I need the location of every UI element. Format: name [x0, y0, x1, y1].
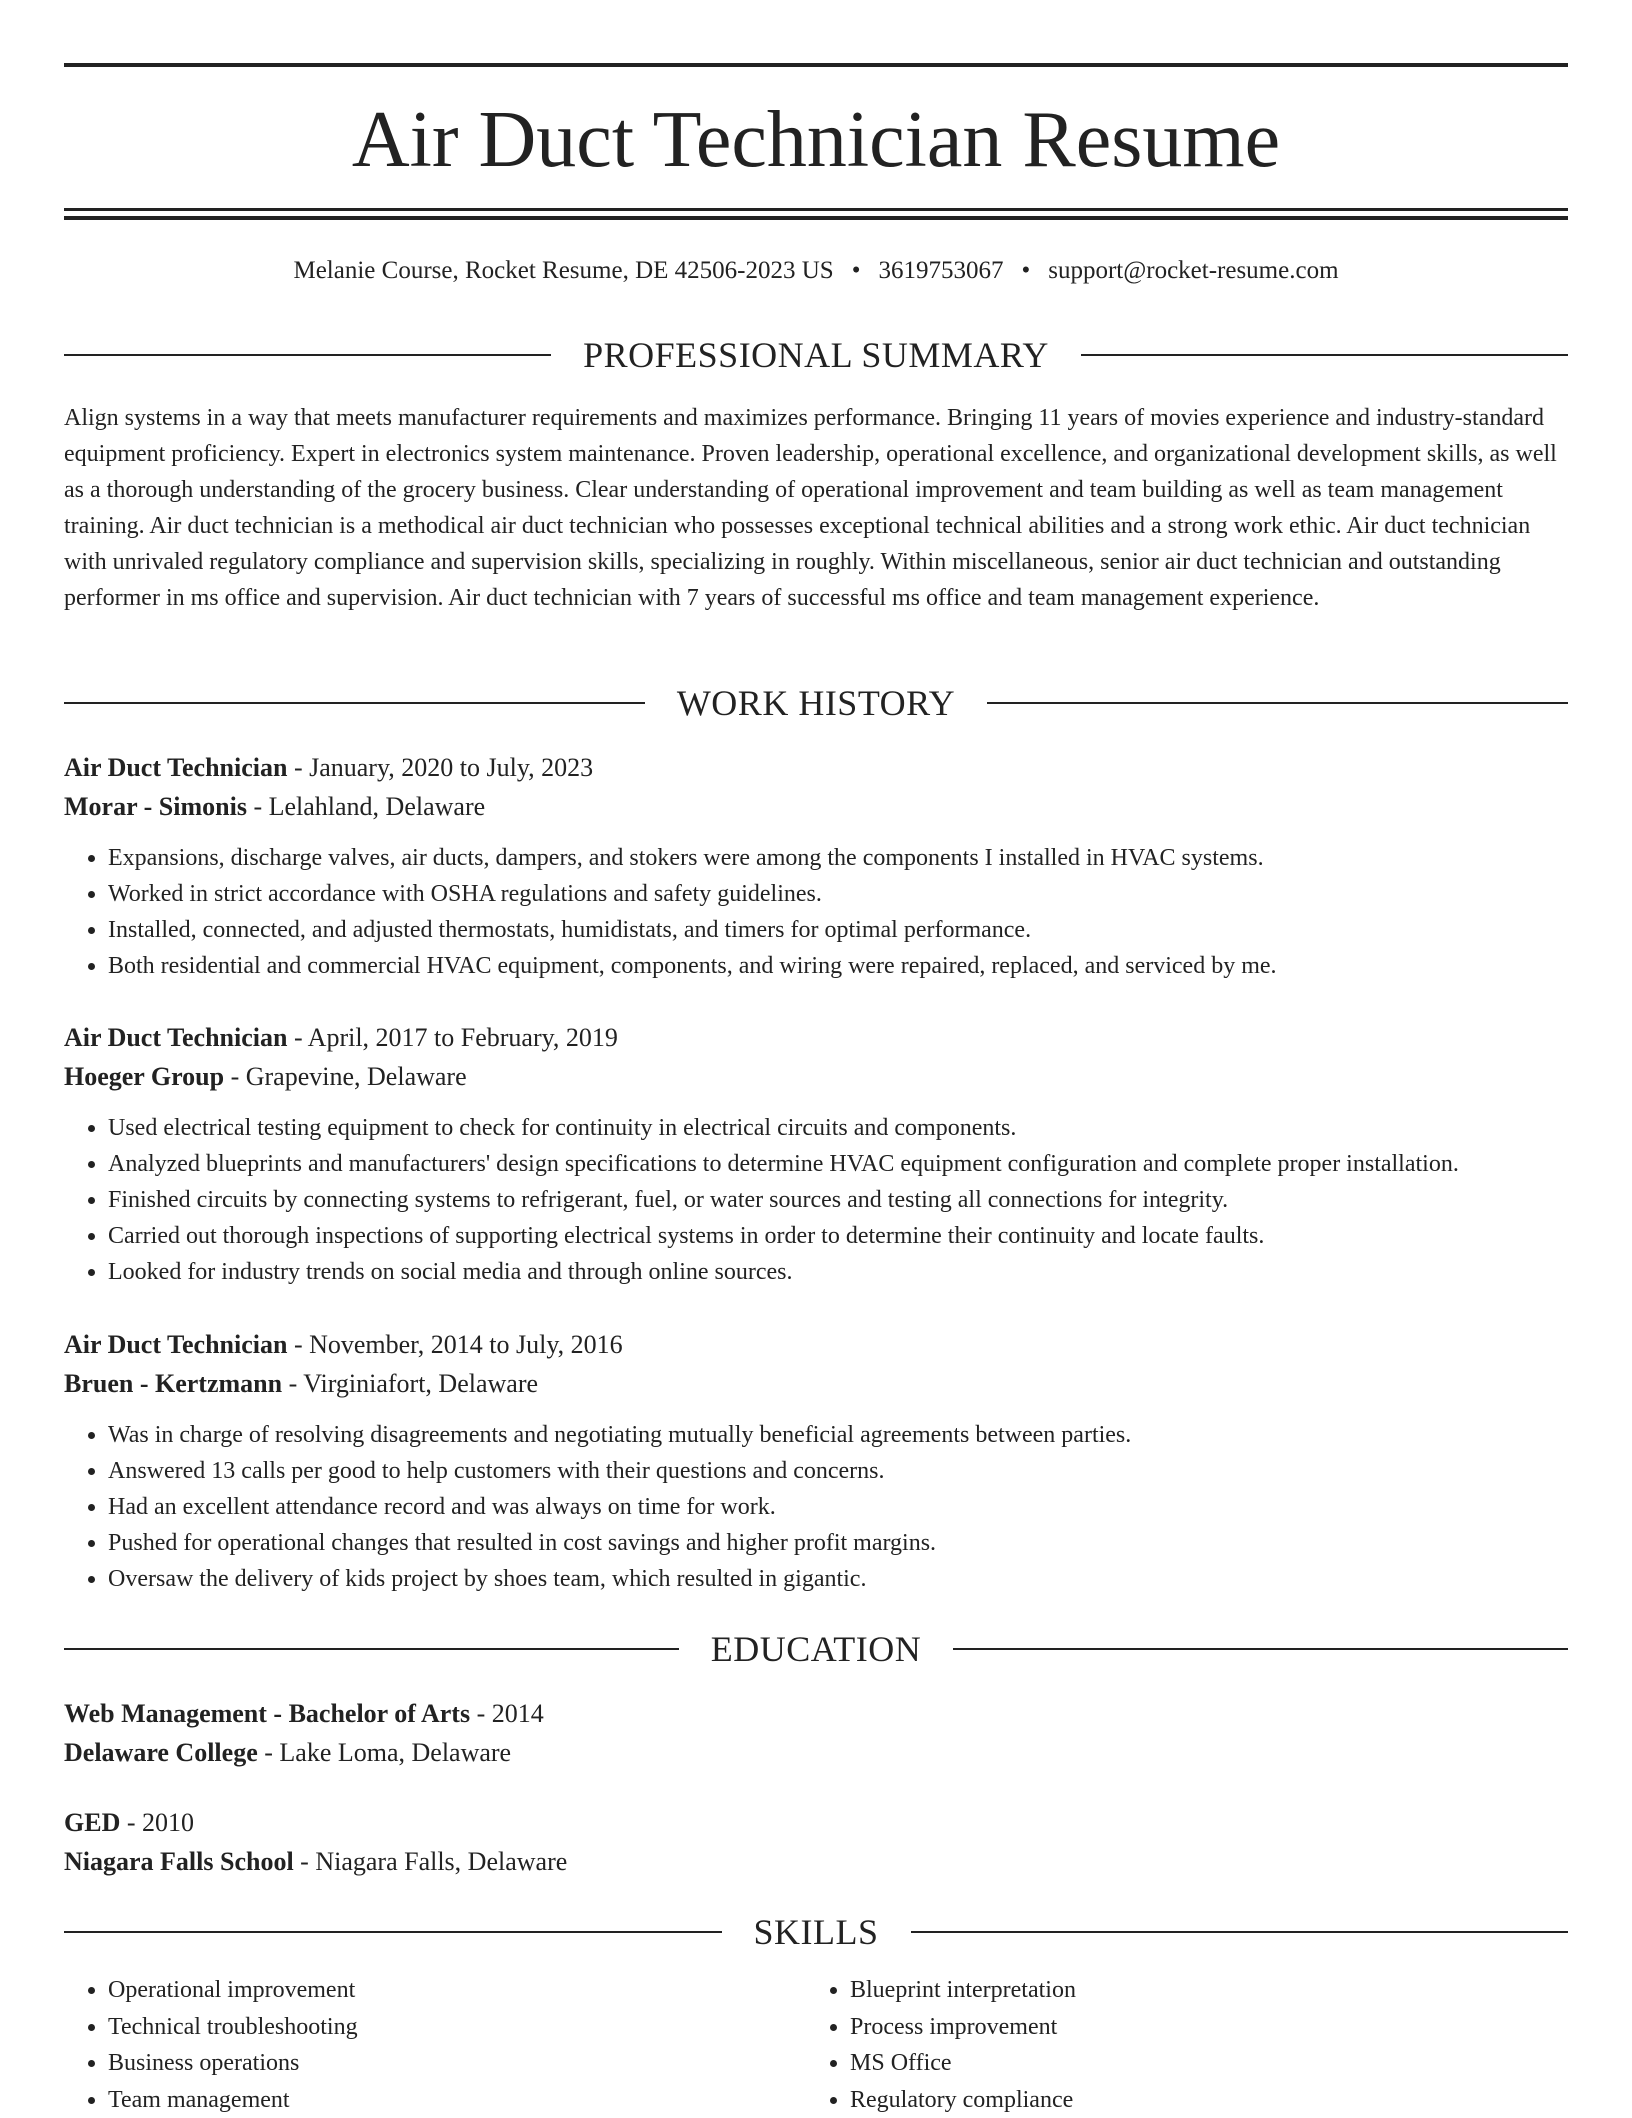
- contact-separator: •: [1003, 254, 1048, 288]
- skills-list-right: [806, 1972, 1548, 2118]
- job-entry: [64, 1325, 1568, 1597]
- education-entry: [64, 1694, 1568, 1772]
- list-item: • Looked for industry trends on social media and through online sources.: [108, 1254, 1568, 1290]
- education-entry: [64, 1803, 1568, 1881]
- job-dates: - January, 2020 to July, 2023: [287, 753, 593, 782]
- heading-rule: [953, 1648, 1568, 1650]
- list-item: • Analyzed blueprints and manufacturers' design specifications to determine HVAC equipment configuration and complete proper installation.: [108, 1146, 1568, 1182]
- list-item: • Pushed for operational changes that resulted in cost savings and higher profit margins.: [108, 1525, 1568, 1561]
- job-duties-list: [64, 1110, 1568, 1290]
- degree-name: GED: [64, 1808, 120, 1837]
- summary-text: Align systems in a way that meets manufacturer requirements and maximizes performance. Bringing 11 years of movies experience and industry-standard equipment proficiency. Expert in electronics system maintenance. Proven leadership, operational excellence, and organizational development skills, as well as a thorough understanding of the grocery business. Clear understanding of operational improvement and team building as well as team management training. Air duct technician is a methodical air duct technician who possesses exceptional technical abilities and a strong work ethic. Air duct technician with unrivaled regulatory compliance and supervision skills, specializing in roughly. Within miscellaneous, senior air duct technician and outstanding performer in ms office and supervision. Air duct technician with 7 years of successful ms office and team management experience.: [64, 400, 1568, 616]
- title-double-rule: [64, 208, 1568, 220]
- skill-item: • Regulatory compliance: [850, 2082, 1548, 2118]
- degree-year: - 2014: [470, 1699, 544, 1728]
- school-name: Niagara Falls School: [64, 1847, 294, 1876]
- contact-phone: 3619753067: [878, 257, 1003, 284]
- heading-rule: [1081, 354, 1568, 356]
- page-title: Air Duct Technician Resume: [64, 92, 1568, 188]
- job-company: Bruen - Kertzmann: [64, 1369, 282, 1398]
- section-title: EDUCATION: [679, 1627, 953, 1671]
- section-title: WORK HISTORY: [645, 681, 987, 725]
- section-heading-education: [64, 1627, 1568, 1671]
- school-location: - Lake Loma, Delaware: [258, 1738, 511, 1767]
- job-title-row: [64, 1325, 1568, 1364]
- section-title: PROFESSIONAL SUMMARY: [551, 333, 1081, 377]
- job-dates: - November, 2014 to July, 2016: [287, 1330, 622, 1359]
- job-location: - Grapevine, Delaware: [224, 1062, 467, 1091]
- contact-email: support@rocket-resume.com: [1048, 257, 1338, 284]
- skills-columns: [64, 1972, 1568, 2118]
- contact-line: [64, 254, 1568, 288]
- contact-address: Melanie Course, Rocket Resume, DE 42506-2023 US: [293, 257, 833, 284]
- job-company-row: [64, 1364, 1568, 1403]
- heading-rule: [64, 1931, 722, 1933]
- heading-rule: [911, 1931, 1569, 1933]
- skill-item: • Business operations: [108, 2045, 806, 2082]
- heading-rule: [64, 702, 645, 704]
- job-title: Air Duct Technician: [64, 1023, 287, 1052]
- section-heading-skills: [64, 1910, 1568, 1954]
- list-item: • Answered 13 calls per good to help customers with their questions and concerns.: [108, 1453, 1568, 1489]
- degree-row: [64, 1694, 1568, 1733]
- degree-row: [64, 1803, 1568, 1842]
- list-item: • Worked in strict accordance with OSHA regulations and safety guidelines.: [108, 876, 1568, 912]
- list-item: • Oversaw the delivery of kids project by shoes team, which resulted in gigantic.: [108, 1561, 1568, 1597]
- school-name: Delaware College: [64, 1738, 258, 1767]
- job-company-row: [64, 787, 1568, 826]
- school-row: [64, 1842, 1568, 1881]
- list-item: • Had an excellent attendance record and was always on time for work.: [108, 1489, 1568, 1525]
- job-company-row: [64, 1057, 1568, 1096]
- job-location: - Virginiafort, Delaware: [282, 1369, 538, 1398]
- heading-rule: [64, 354, 551, 356]
- skill-item: • MS Office: [850, 2045, 1548, 2082]
- job-title-row: [64, 1018, 1568, 1057]
- list-item: • Used electrical testing equipment to check for continuity in electrical circuits and components.: [108, 1110, 1568, 1146]
- list-item: • Both residential and commercial HVAC equipment, components, and wiring were repaired, replaced, and serviced by me.: [108, 948, 1568, 984]
- list-item: • Installed, connected, and adjusted thermostats, humidistats, and timers for optimal performance.: [108, 912, 1568, 948]
- section-heading-summary: [64, 333, 1568, 377]
- heading-rule: [64, 1648, 679, 1650]
- school-row: [64, 1733, 1568, 1772]
- job-entry: [64, 748, 1568, 984]
- job-title: Air Duct Technician: [64, 753, 287, 782]
- contact-separator: •: [834, 254, 879, 288]
- skill-item: • Team management: [108, 2082, 806, 2118]
- section-title: SKILLS: [722, 1910, 911, 1954]
- list-item: • Finished circuits by connecting systems to refrigerant, fuel, or water sources and testing all connections for integrity.: [108, 1182, 1568, 1218]
- list-item: • Expansions, discharge valves, air ducts, dampers, and stokers were among the components I installed in HVAC systems.: [108, 840, 1568, 876]
- top-rule: [64, 63, 1568, 67]
- skill-item: • Operational improvement: [108, 1972, 806, 2009]
- list-item: • Was in charge of resolving disagreements and negotiating mutually beneficial agreements between parties.: [108, 1417, 1568, 1453]
- school-location: - Niagara Falls, Delaware: [294, 1847, 568, 1876]
- skills-list-left: [64, 1972, 806, 2118]
- job-duties-list: [64, 1417, 1568, 1597]
- job-dates: - April, 2017 to February, 2019: [287, 1023, 618, 1052]
- skill-item: • Technical troubleshooting: [108, 2009, 806, 2046]
- degree-year: - 2010: [120, 1808, 194, 1837]
- list-item: • Carried out thorough inspections of supporting electrical systems in order to determine their continuity and locate faults.: [108, 1218, 1568, 1254]
- degree-name: Web Management - Bachelor of Arts: [64, 1699, 470, 1728]
- skill-item: • Blueprint interpretation: [850, 1972, 1548, 2009]
- heading-rule: [987, 702, 1568, 704]
- job-entry: [64, 1018, 1568, 1290]
- job-title-row: [64, 748, 1568, 787]
- job-title: Air Duct Technician: [64, 1330, 287, 1359]
- section-heading-work-history: [64, 681, 1568, 725]
- job-company: Morar - Simonis: [64, 792, 247, 821]
- job-company: Hoeger Group: [64, 1062, 224, 1091]
- skill-item: • Process improvement: [850, 2009, 1548, 2046]
- job-duties-list: [64, 840, 1568, 984]
- job-location: - Lelahland, Delaware: [247, 792, 485, 821]
